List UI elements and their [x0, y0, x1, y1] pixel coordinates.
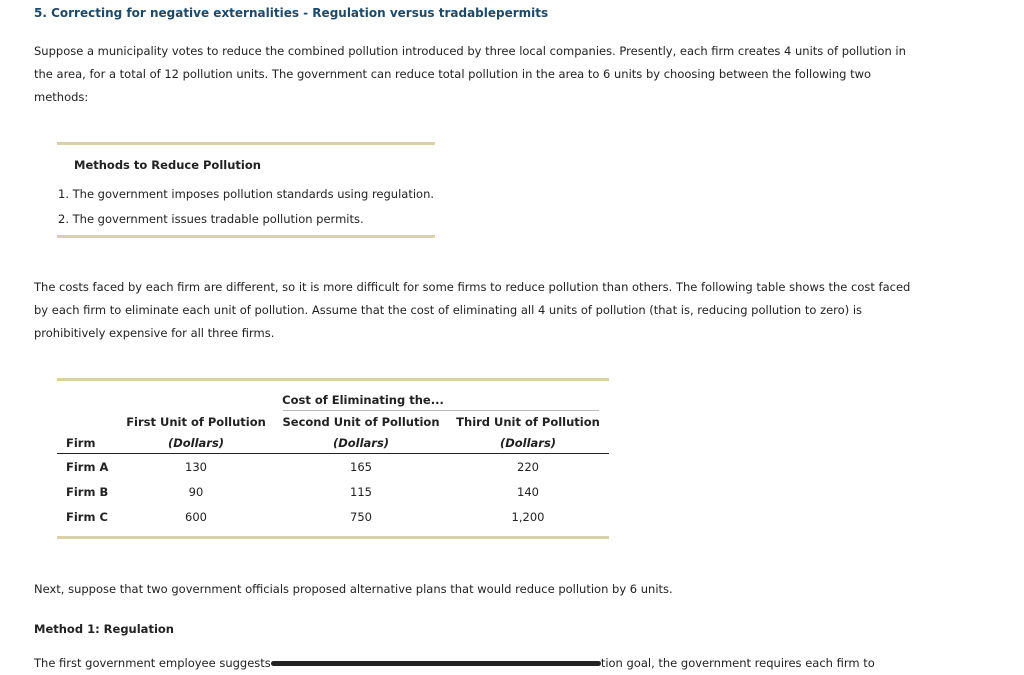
method1-heading: Method 1: Regulation: [34, 622, 174, 636]
method1-paragraph: [34, 652, 914, 675]
methods-list: [58, 182, 434, 232]
intro-paragraph: Suppose a municipality votes to reduce the combined pollution introduced by three local companies. Presently, each firm creates 4 units of pollution in the area, for a total of 12 pollution units. The government can reduce total pollution in the area to 6 units by choosing between the following two methods:: [34, 44, 906, 104]
table-row-firm: Firm A: [66, 460, 109, 474]
next-paragraph: Next, suppose that two government officials proposed alternative plans that would reduce pollution by 6 units.: [34, 582, 673, 596]
table-cell: 140: [517, 485, 539, 499]
table-cell: 600: [185, 510, 207, 524]
firm-column-header: Firm: [66, 436, 96, 450]
question-title: 5. Correcting for negative externalities - Regulation versus tradablepermits: [34, 6, 549, 20]
column-header: Third Unit of Pollution: [456, 415, 600, 429]
table-row-firm: Firm C: [66, 510, 108, 524]
column-unit: (Dollars): [332, 436, 390, 450]
column-header: First Unit of Pollution: [126, 415, 266, 429]
cost-table: [57, 378, 609, 539]
group-header-rule: [283, 410, 599, 411]
methods-box: [57, 142, 435, 238]
method1-text-start: The first government employee suggests: [34, 656, 271, 670]
redaction-scribble: [271, 661, 601, 666]
method1-text-end: tion goal, the government requires each firm to: [600, 656, 875, 670]
table-cell: 220: [517, 460, 539, 474]
header-rule: [57, 453, 609, 454]
table-cell: 1,200: [511, 510, 545, 524]
table-cell: 130: [185, 460, 207, 474]
costs-paragraph: The costs faced by each firm are different, so it is more difficult for some firms to reduce pollution than others. The following table shows the cost faced by each firm to eliminate each unit of pollution. Assume that the cost of eliminating all 4 units of pollution (that is, reducing pollution to zero) is prohibitively expensive for all three firms.: [34, 280, 911, 340]
column-unit: (Dollars): [499, 436, 557, 450]
table-cell: 90: [188, 485, 204, 499]
table-cell: 115: [350, 485, 372, 499]
table-group-header: Cost of Eliminating the...: [282, 393, 444, 407]
methods-item: 2. The government issues tradable pollution permits.: [58, 212, 364, 226]
table-cell: 750: [350, 510, 372, 524]
column-unit: (Dollars): [167, 436, 225, 450]
table-cell: 165: [350, 460, 372, 474]
table-row-firm: Firm B: [66, 485, 109, 499]
methods-title: Methods to Reduce Pollution: [74, 158, 261, 172]
methods-item: 1. The government imposes pollution standards using regulation.: [58, 187, 435, 201]
column-header: Second Unit of Pollution: [282, 415, 440, 429]
